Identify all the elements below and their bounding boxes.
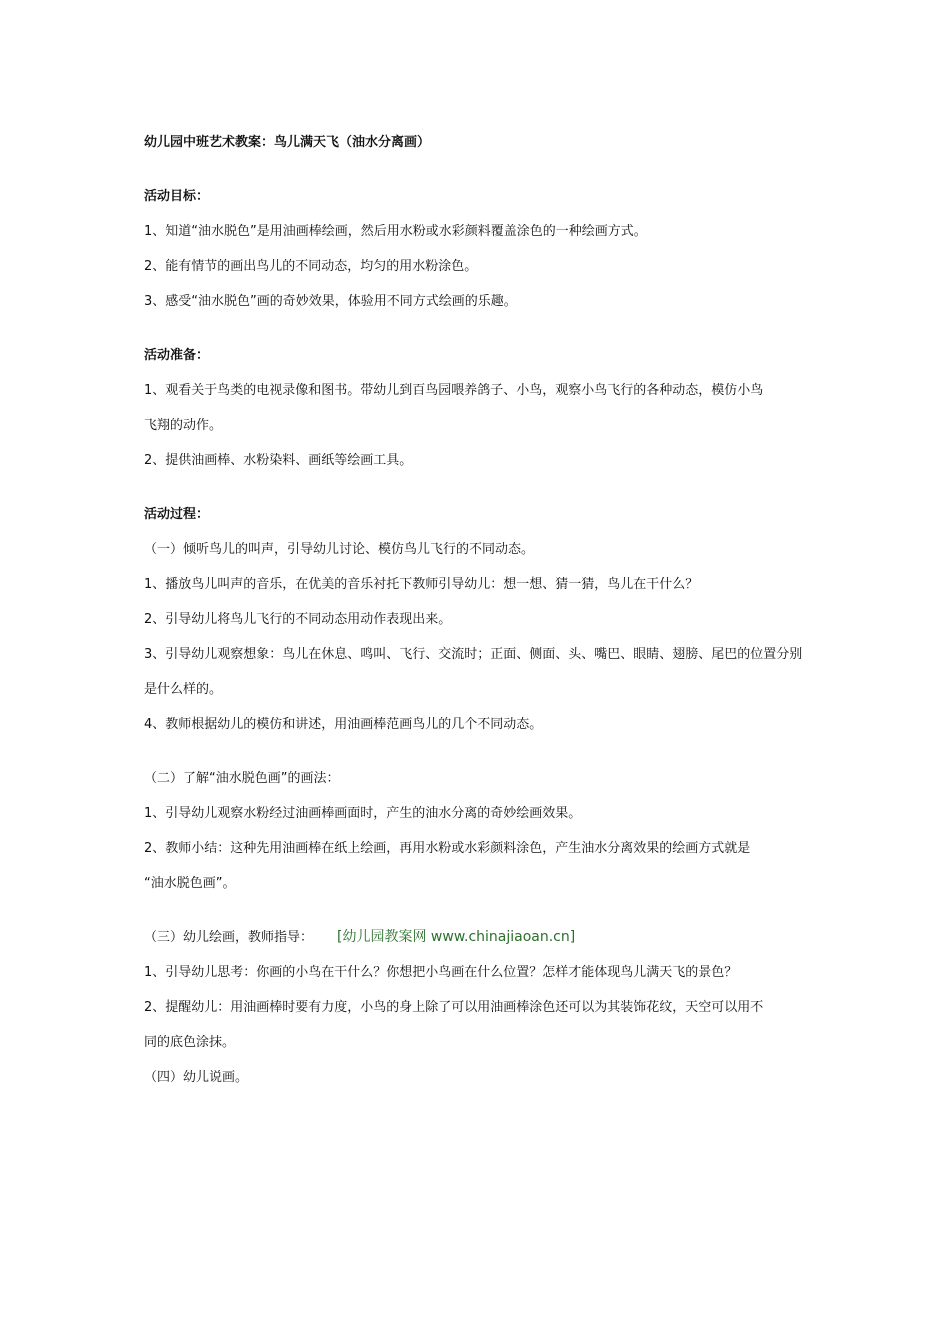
preparation-heading: 活动准备： [144,348,210,363]
preparation-item-cont: 飞翔的动作。 [144,418,223,433]
process-heading: 活动过程： [144,507,210,522]
spacer [144,478,814,497]
spacer [144,901,814,920]
process-part3-item: 1、引导幼儿思考：你画的小鸟在干什么？你想把小鸟画在什么位置？怎样才能体现鸟儿满天飞的景色？ [144,965,738,980]
process-part3-item: 2、提醒幼儿：用油画棒时要有力度，小鸟的身上除了可以用油画棒涂色还可以为其装饰花纹，天空可以用不 [144,1000,764,1015]
process-part2-item-cont: “油水脱色画”。 [144,876,236,891]
goals-heading: 活动目标： [144,189,210,204]
goal-item: 1、知道“油水脱色”是用油画棒绘画，然后用水粉或水彩颜料覆盖涂色的一种绘画方式。 [144,224,647,239]
spacer [144,319,814,338]
document-body [144,125,814,1095]
process-part3-item-cont: 同的底色涂抹。 [144,1035,236,1050]
process-part1-item: 2、引导幼儿将鸟儿飞行的不同动态用动作表现出来。 [144,612,452,627]
preparation-item: 1、观看关于鸟类的电视录像和图书。带幼儿到百鸟园喂养鸽子、小鸟，观察小鸟飞行的各种动态，模仿小鸟 [144,383,764,398]
process-part2-title: （二）了解“油水脱色画”的画法： [144,771,340,786]
process-part1-item: 1、播放鸟儿叫声的音乐，在优美的音乐衬托下教师引导幼儿：想一想、猜一猜，鸟儿在干什么？ [144,577,699,592]
process-part1-item: 4、教师根据幼儿的模仿和讲述，用油画棒范画鸟儿的几个不同动态。 [144,717,543,732]
website-link[interactable]: [幼儿园教案网 www.chinajiaoan.cn] [337,929,576,945]
process-part3-title-row [144,920,814,955]
goal-item: 3、感受“油水脱色”画的奇妙效果，体验用不同方式绘画的乐趣。 [144,294,517,309]
process-part1-item-cont: 是什么样的。 [144,682,223,697]
document-title: 幼儿园中班艺术教案：鸟儿满天飞（油水分离画） [144,135,431,150]
process-part2-item: 1、引导幼儿观察水粉经过油画棒画面时，产生的油水分离的奇妙绘画效果。 [144,806,582,821]
goal-item: 2、能有情节的画出鸟儿的不同动态，均匀的用水粉涂色。 [144,259,478,274]
spacer [144,160,814,179]
preparation-item: 2、提供油画棒、水粉染料、画纸等绘画工具。 [144,453,413,468]
process-part1-item: 3、引导幼儿观察想象：鸟儿在休息、鸣叫、飞行、交流时；正面、侧面、头、嘴巴、眼睛、翅膀、尾巴的位置分别 [144,647,803,662]
spacer [144,742,814,761]
process-part4-title: （四）幼儿说画。 [144,1070,249,1085]
process-part2-item: 2、教师小结：这种先用油画棒在纸上绘画，再用水粉或水彩颜料涂色，产生油水分离效果的绘画方式就是 [144,841,751,856]
process-part3-title: （三）幼儿绘画，教师指导： [144,930,314,945]
process-part1-title: （一）倾听鸟儿的叫声，引导幼儿讨论、模仿鸟儿飞行的不同动态。 [144,542,535,557]
